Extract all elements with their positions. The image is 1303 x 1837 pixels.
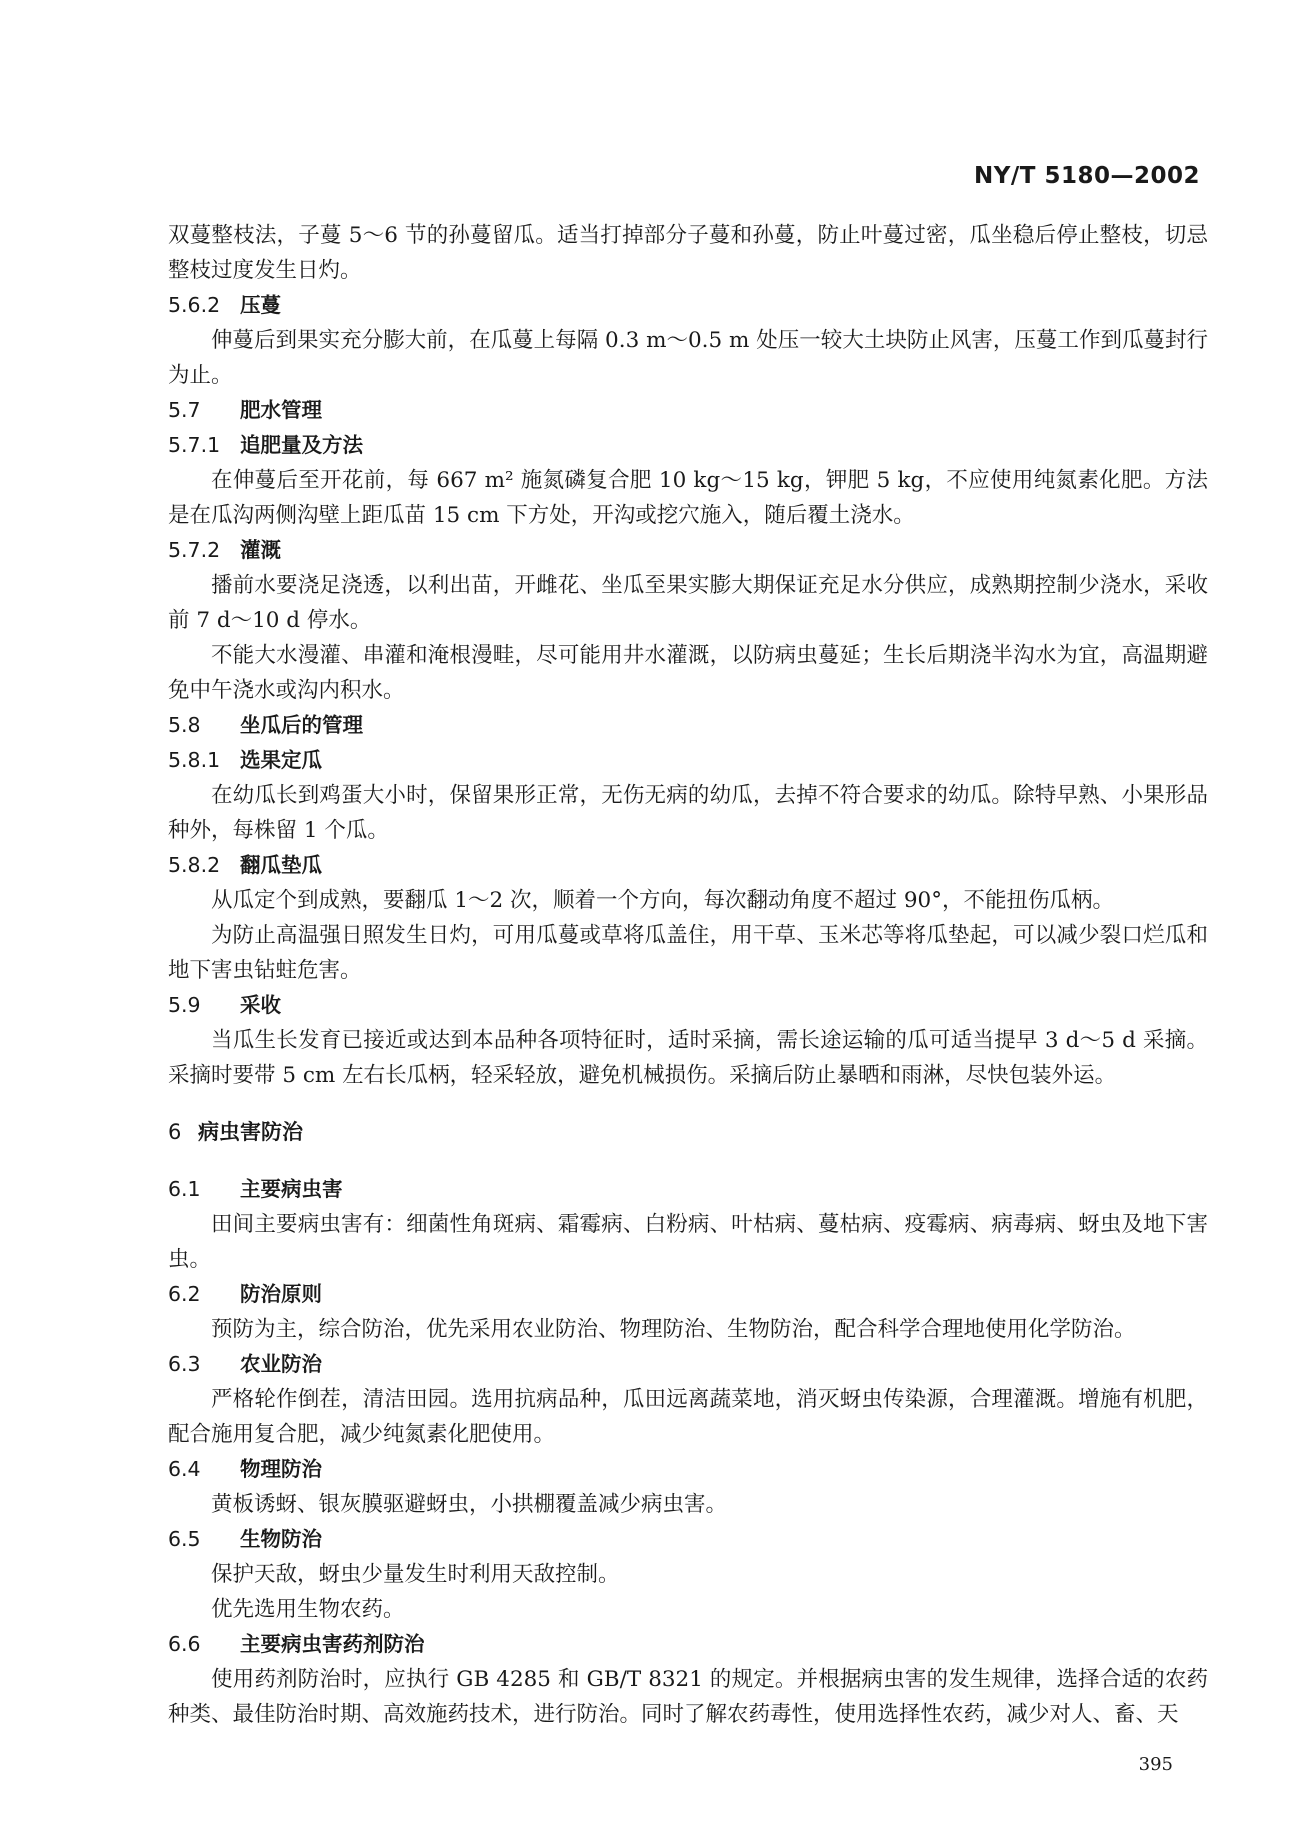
section-number: 5.8.2 bbox=[168, 853, 221, 877]
section-title: 压蔓 bbox=[240, 293, 281, 317]
section-number: 6.3 bbox=[168, 1352, 201, 1376]
paragraph: 在幼瓜长到鸡蛋大小时，保留果形正常，无伤无病的幼瓜，去掉不符合要求的幼瓜。除特早熟、小果形品种外，每株留 1 个瓜。 bbox=[168, 783, 1208, 843]
section-title: 坐瓜后的管理 bbox=[240, 713, 363, 737]
section-heading-5-7-1 bbox=[168, 428, 1208, 463]
paragraph: 当瓜生长发育已接近或达到本品种各项特征时，适时采摘，需长途运输的瓜可适当提早 3 d～5 d 采摘。采摘时要带 5 cm 左右长瓜柄，轻采轻放，避免机械损伤。采摘后防止暴晒和雨淋，尽快包装外运。 bbox=[168, 1028, 1208, 1088]
section-title: 灌溉 bbox=[240, 538, 281, 562]
section-title: 主要病虫害药剂防治 bbox=[240, 1632, 425, 1656]
section-heading-5-7-2 bbox=[168, 533, 1208, 568]
section-heading-5-8-2 bbox=[168, 848, 1208, 883]
paragraph: 严格轮作倒茬，清洁田园。选用抗病品种，瓜田远离蔬菜地，消灭蚜虫传染源，合理灌溉。增施有机肥，配合施用复合肥，减少纯氮素化肥使用。 bbox=[168, 1387, 1208, 1447]
section-title: 选果定瓜 bbox=[240, 748, 322, 772]
section-number: 6.2 bbox=[168, 1282, 201, 1306]
section-number: 5.7 bbox=[168, 398, 201, 422]
section-number: 5.9 bbox=[168, 993, 201, 1017]
paragraph: 优先选用生物农药。 bbox=[211, 1597, 405, 1622]
section-heading-6-4 bbox=[168, 1452, 1208, 1487]
paragraph: 为防止高温强日照发生日灼，可用瓜蔓或草将瓜盖住，用干草、玉米芯等将瓜垫起，可以减少裂口烂瓜和地下害虫钻蛀危害。 bbox=[168, 923, 1208, 983]
paragraph: 田间主要病虫害有：细菌性角斑病、霜霉病、白粉病、叶枯病、蔓枯病、疫霉病、病毒病、蚜虫及地下害虫。 bbox=[168, 1212, 1208, 1272]
section-number: 5.8 bbox=[168, 713, 201, 737]
section-number: 5.7.2 bbox=[168, 538, 221, 562]
paragraph: 保护天敌，蚜虫少量发生时利用天敌控制。 bbox=[211, 1562, 620, 1587]
section-number: 6.5 bbox=[168, 1527, 201, 1551]
paragraph: 使用药剂防治时，应执行 GB 4285 和 GB/T 8321 的规定。并根据病虫害的发生规律，选择合适的农药种类、最佳防治时期、高效施药技术，进行防治。同时了解农药毒性，使用选择性农药，减少对人、畜、天 bbox=[168, 1667, 1208, 1727]
section-number: 6.1 bbox=[168, 1177, 201, 1201]
section-title: 农业防治 bbox=[240, 1352, 322, 1376]
section-number: 5.6.2 bbox=[168, 293, 221, 317]
document-body bbox=[168, 218, 1208, 1732]
paragraph: 不能大水漫灌、串灌和淹根漫畦，尽可能用井水灌溉，以防病虫蔓延；生长后期浇半沟水为宜，高温期避免中午浇水或沟内积水。 bbox=[168, 643, 1208, 703]
section-heading-6-6 bbox=[168, 1627, 1208, 1662]
paragraph: 双蔓整枝法，子蔓 5～6 节的孙蔓留瓜。适当打掉部分子蔓和孙蔓，防止叶蔓过密，瓜坐稳后停止整枝，切忌整枝过度发生日灼。 bbox=[168, 223, 1208, 283]
section-heading-6-3 bbox=[168, 1347, 1208, 1382]
section-title: 追肥量及方法 bbox=[240, 433, 363, 457]
section-number: 5.8.1 bbox=[168, 748, 221, 772]
standard-code: NY/T 5180—2002 bbox=[973, 163, 1200, 189]
section-title: 翻瓜垫瓜 bbox=[240, 853, 322, 877]
section-heading-5-8-1 bbox=[168, 743, 1208, 778]
section-title: 主要病虫害 bbox=[240, 1177, 343, 1201]
section-title: 肥水管理 bbox=[240, 398, 322, 422]
section-number: 5.7.1 bbox=[168, 433, 221, 457]
section-heading-5-6-2 bbox=[168, 288, 1208, 323]
section-number: 6.4 bbox=[168, 1457, 201, 1481]
paragraph: 从瓜定个到成熟，要翻瓜 1～2 次，顺着一个方向，每次翻动角度不超过 90°，不能扭伤瓜柄。 bbox=[211, 888, 1114, 913]
section-heading-5-8 bbox=[168, 708, 1208, 743]
paragraph: 预防为主，综合防治，优先采用农业防治、物理防治、生物防治，配合科学合理地使用化学防治。 bbox=[211, 1317, 1136, 1342]
paragraph: 黄板诱蚜、银灰膜驱避蚜虫，小拱棚覆盖减少病虫害。 bbox=[211, 1492, 728, 1517]
chapter-title: 病虫害防治 bbox=[198, 1120, 303, 1144]
section-heading-6-5 bbox=[168, 1522, 1208, 1557]
section-number: 6.6 bbox=[168, 1632, 201, 1656]
section-title: 采收 bbox=[240, 993, 281, 1017]
section-title: 物理防治 bbox=[240, 1457, 322, 1481]
section-heading-6-2 bbox=[168, 1277, 1208, 1312]
chapter-heading-6 bbox=[168, 1115, 1208, 1150]
section-heading-5-7 bbox=[168, 393, 1208, 428]
section-heading-6-1 bbox=[168, 1172, 1208, 1207]
chapter-number: 6 bbox=[168, 1120, 182, 1144]
page-number: 395 bbox=[1138, 1754, 1173, 1775]
section-heading-5-9 bbox=[168, 988, 1208, 1023]
paragraph: 伸蔓后到果实充分膨大前，在瓜蔓上每隔 0.3 m～0.5 m 处压一较大土块防止风害，压蔓工作到瓜蔓封行为止。 bbox=[168, 328, 1208, 388]
paragraph: 在伸蔓后至开花前，每 667 m² 施氮磷复合肥 10 kg～15 kg，钾肥 5 kg，不应使用纯氮素化肥。方法是在瓜沟两侧沟壁上距瓜苗 15 cm 下方处，开沟或挖穴施入，随后覆土浇水。 bbox=[168, 468, 1208, 528]
section-title: 生物防治 bbox=[240, 1527, 322, 1551]
section-title: 防治原则 bbox=[240, 1282, 322, 1306]
paragraph: 播前水要浇足浇透，以利出苗，开雌花、坐瓜至果实膨大期保证充足水分供应，成熟期控制少浇水，采收前 7 d～10 d 停水。 bbox=[168, 573, 1208, 633]
